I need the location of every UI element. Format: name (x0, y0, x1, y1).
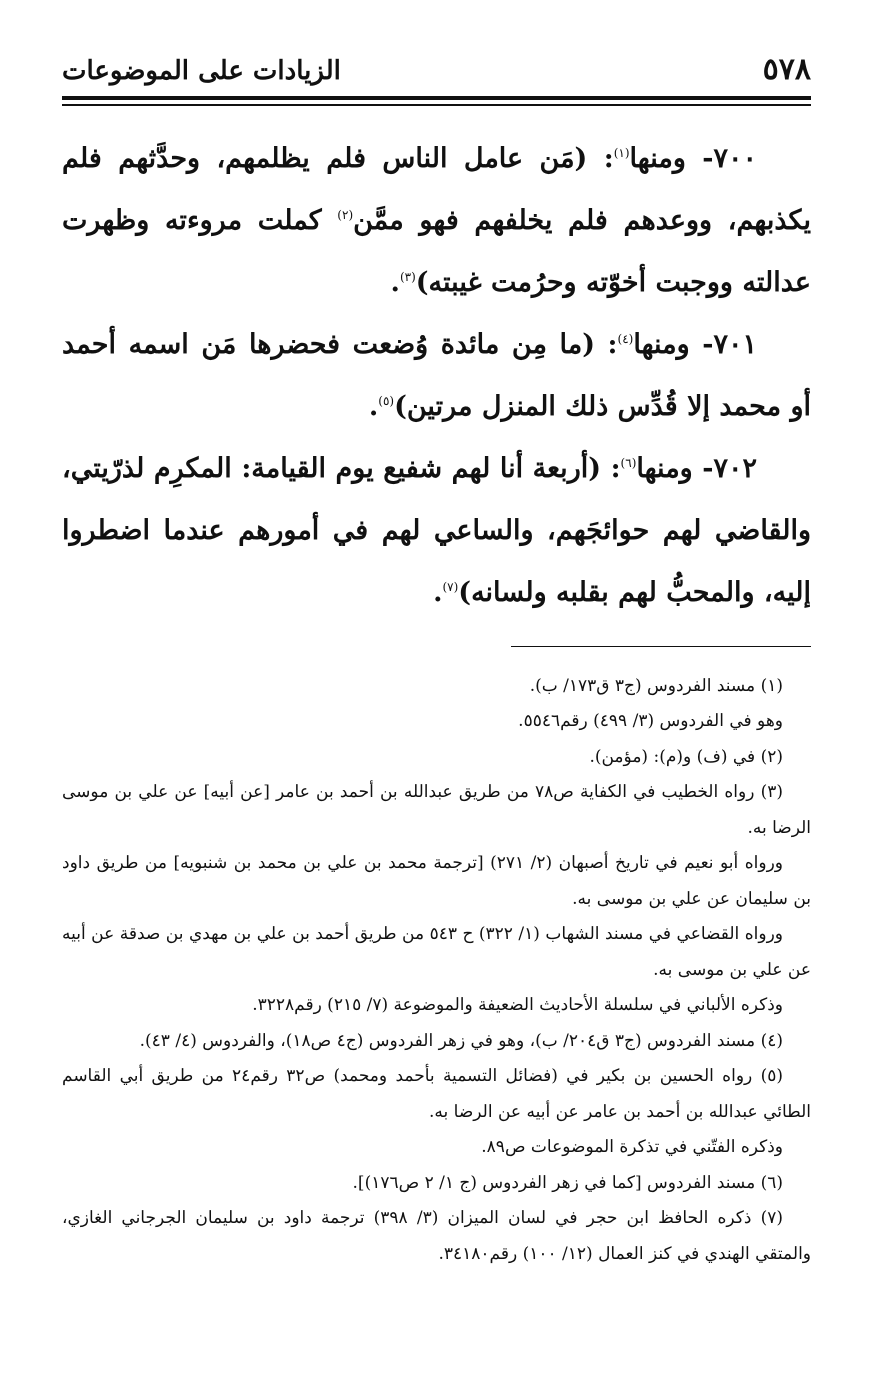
entry-lead: ٧٠٠- ومنها (629, 142, 757, 174)
footnote-line: وذكره الألباني في سلسلة الأحاديث الضعيفة والموضوعة (٧/ ٢١٥) رقم٣٢٢٨. (252, 995, 783, 1015)
footnote-line: ورواه القضاعي في مسند الشهاب (١/ ٣٢٢) ح ٥٤٣ من طريق أحمد بن علي بن مهدي بن صدقة عن أبيه عن علي بن موسى به. (62, 924, 811, 980)
header-rule-thin (62, 104, 811, 106)
footnote-line: (٤) مسند الفردوس (ج٣ ق٢٠٤/ ب)، وهو في زهر الفردوس (ج٤ ص١٨)، والفردوس (٤/ ٤٣). (139, 1030, 783, 1051)
footnote-marker[interactable]: (٧) (442, 579, 459, 594)
footnote-marker[interactable]: (٦) (620, 455, 637, 470)
entry-text: . (390, 266, 400, 298)
footnote-line: (١) مسند الفردوس (ج٣ ق١٧٣/ ب). (529, 675, 783, 696)
entry-702 (62, 438, 811, 624)
footnote-line: (٥) رواه الحسين بن بكير في (فضائل التسمية بأحمد ومحمد) ص٣٢ رقم٢٤ من طريق أبي القاسم الطائي عبدالله بن أحمد بن عامر عن أبيه عن الرضا به. (62, 1066, 811, 1122)
footnote-line: ورواه أبو نعيم في تاريخ أصبهان (٢/ ٢٧١) [ترجمة محمد بن علي بن محمد بن شنبويه] من طريق داود بن سليمان عن علي بن موسى به. (62, 853, 811, 909)
entry-701 (62, 314, 811, 438)
entry-text: : (ما مِن مائدة وُضعت فحضرها مَن اسمه أحمد أو محمد إلا قُدِّس ذلك المنزل مرتين) (62, 328, 811, 422)
footnote-line: (٦) مسند الفردوس [كما في زهر الفردوس (ج ١/ ٢ ص١٧٦)]. (352, 1172, 783, 1193)
footnote-marker[interactable]: (٤) (617, 331, 634, 346)
footnote-line: وهو في الفردوس (٣/ ٤٩٩) رقم٥٥٤٦. (518, 711, 783, 731)
header-rule-thick (62, 96, 811, 100)
footnote-marker[interactable]: (٥) (378, 393, 395, 408)
entry-text: . (368, 390, 379, 422)
entry-text: : (أربعة أنا لهم شفيع يوم القيامة: المكرِم لذرّيتي، والقاضي لهم حوائجَهم، والساعي لهم في أمورهم عندما اضطروا إليه، والمحبُّ لهم بقلبه ولسانه) (62, 452, 811, 608)
running-title: الزيادات على الموضوعات (62, 56, 341, 86)
entry-lead: ٧٠١- ومنها (633, 328, 757, 360)
page-number: ٥٧٨ (762, 52, 811, 87)
footnote-separator (511, 646, 811, 647)
entry-lead: ٧٠٢- ومنها (636, 452, 757, 484)
footnote-line: (٢) في (ف) و(م): (مؤمن). (589, 746, 783, 767)
footnote-marker[interactable]: (٢) (337, 207, 354, 222)
entry-700 (62, 128, 811, 314)
entry-text: كملت مروءته وظهرت عدالته ووجبت أخوّته وحرُمت غيبته) (62, 204, 811, 298)
footnote-marker[interactable]: (١) (613, 145, 630, 160)
footnote-line: (٣) رواه الخطيب في الكفاية ص٧٨ من طريق عبدالله بن أحمد بن عامر [عن أبيه] عن علي بن موسى الرضا به. (62, 782, 811, 838)
footnotes (62, 669, 811, 1273)
main-text (62, 128, 811, 624)
footnote-line: وذكره الفتّني في تذكرة الموضوعات ص٨٩. (481, 1137, 783, 1157)
footnote-marker[interactable]: (٣) (399, 269, 416, 284)
footnote-line: (٧) ذكره الحافظ ابن حجر في لسان الميزان (٣/ ٣٩٨) ترجمة داود بن سليمان الجرجاني الغازي، والمتقي الهندي في كنز العمال (١٢/ ١٠٠) رقم٣٤١٨٠. (62, 1208, 811, 1264)
running-header (62, 52, 811, 92)
entry-text: : (مَن عامل الناس فلم يظلمهم، وحدَّثهم فلم يكذبهم، ووعدهم فلم يخلفهم فهو ممَّن (62, 142, 811, 236)
entry-text: . (433, 576, 443, 608)
